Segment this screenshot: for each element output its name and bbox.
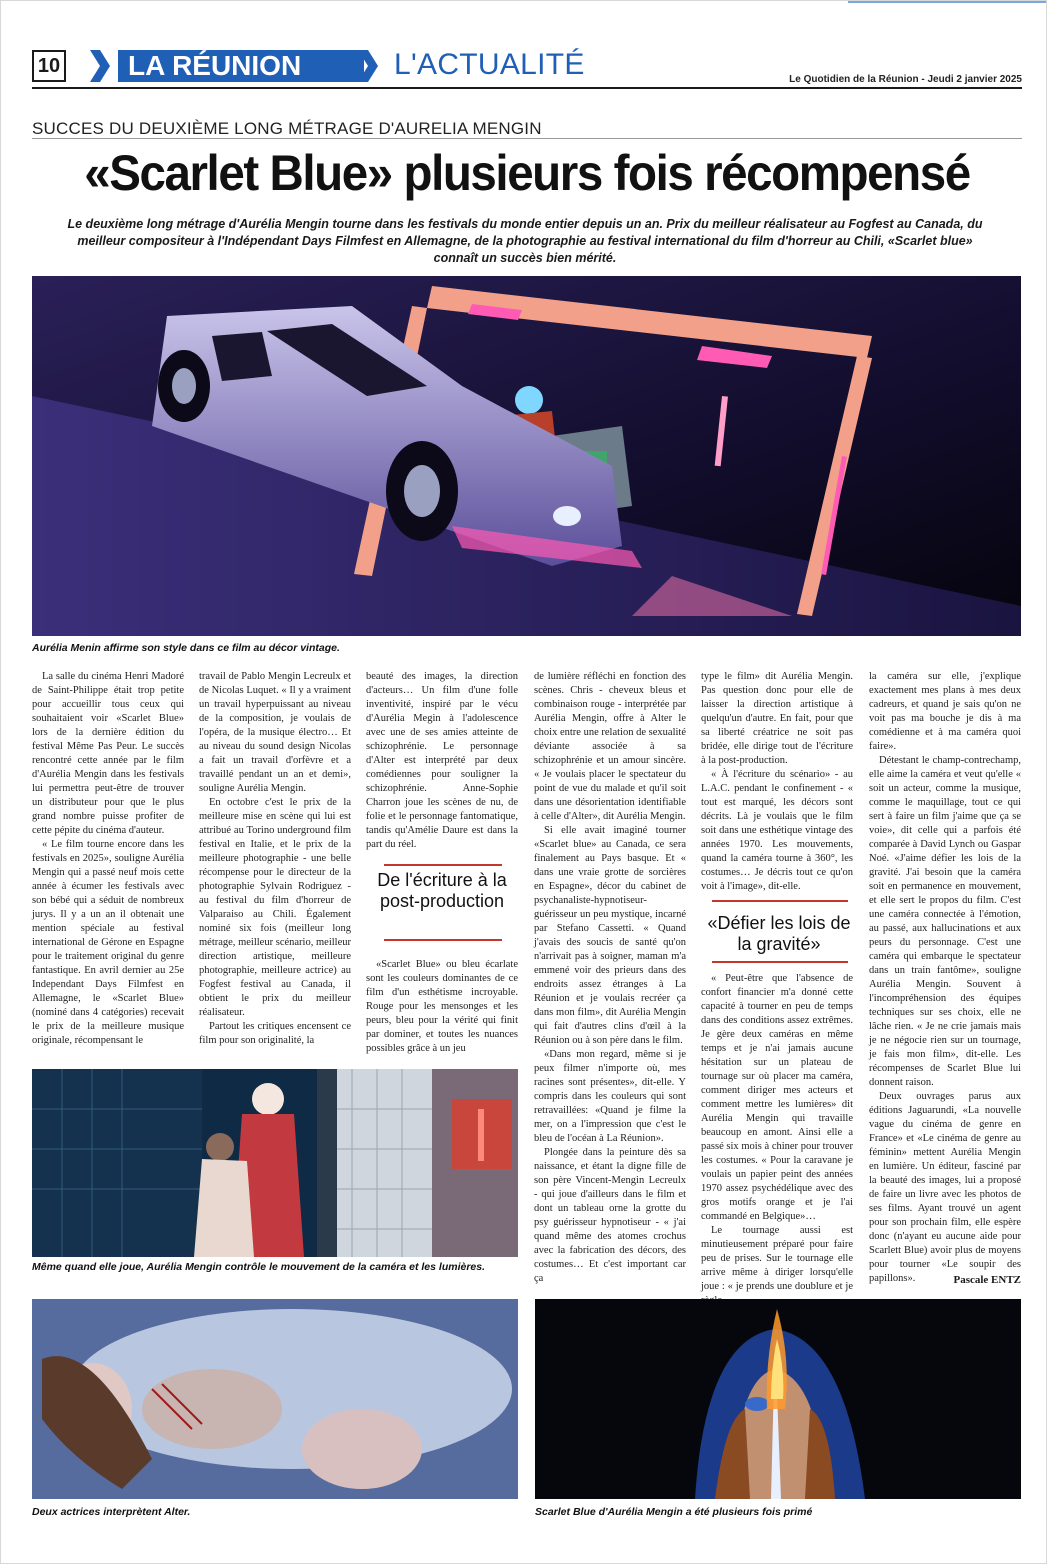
intertitle-rule [712,900,848,902]
top-accent-line [848,0,1047,3]
actress-portrait-image [32,1299,518,1499]
article-kicker: SUCCES DU DEUXIÈME LONG MÉTRAGE D'AURELIA MENGIN [32,119,542,138]
paragraph: travail de Pablo Mengin Lecreulx et de Nicolas Luquet. « Il y a vraiment un travail hyperpuissant au niveau de la composition, je voulais de l'opéra, de la musique électro… Et au niveau du sound design Nicolas a fait un travail d'orfèvre et a travaillé pendant un an et demi», souligne Aurélia Mengin. [199,671,351,794]
paragraph: Deux ouvrages parus aux éditions Jaguarundi, «La nouvelle vague du cinéma de genre en France» et «Le cinéma de genre au féminin» mettent Aurélia Mengin en lumière. Un éditeur, fasciné par la beauté des images, lui a proposé de faire un livre avec les photos de ses films. Ayant trouvé un agent pour son prochain film, elle espère donc (n'ayant eu aucune aide pour Scarlett Blue) avoir plus de moyens pour tourner «Le soupir des papillons». [869,1091,1021,1284]
paragraph: « À l'écriture du scénario» - au L.A.C. pendant le confinement - « tout est marqué, les décors sont décrits. Là je voulais que le film soit dans une esthétique vintage des années 1970. Les mouvements, quand la caméra tourne à 360°, les costumes… Je décris tout ce qu'on voit à l'image», dit-elle. [701,769,853,892]
chevron-right-icon [86,48,112,84]
paragraph: la caméra sur elle, j'explique exactement mes plans à mes deux cadreurs, et quand je sais qu'on ne voit pas ma bouche je dis à ma comédienne et à ma caméra quoi faire». [869,671,1021,752]
paragraph: « Peut-être que l'absence de confort financier m'a donné cette capacité à tourner en peu de temps dans des conditions assez extrêmes. Je gère deux caméras en même temps et je n'ai jamais aucune hésitation sur un plateau de tournage sur où placer ma caméra, comment diriger mes acteurs et comment mettre les lumières» dit Aurélia Mengin qui travaille beaucoup en amont. Ainsi elle a passé six mois à chiner pour trouver les costumes. « Pour la caravane je voulais un papier peint des années 1970 assez psychédélique avec des gros motifs orange et je l'ai commandé en Belgique»… [701,973,853,1222]
paragraph: « Le film tourne encore dans les festivals en 2025», souligne Aurélia Mengin qui a passé neuf mois cette année à écumer les festivals avec son bébé qui a séduit de nombreux jurys. Il y a un an il obtenait une mention spéciale au festival international de Gérone en Espagne pour le traitement original du genre fantastique. En avril dernier au 25e Independant Days Filmfest en Allemagne, le «Scarlet Blue» (nominé dans 4 catégories) recevait le prix de la meilleure musique originale, récompensant le [32,839,184,1046]
car-gas-station-image [32,276,1021,636]
main-photo [32,276,1021,636]
subsection-title: L'ACTUALITÉ [394,48,585,81]
paragraph: beauté des images, la direction d'acteurs… Un film d'une folle inventivité, inspiré par le vécu d'Aurélia Megin à l'adolescence avec une de ses amies atteinte de schizophrénie. Le personnage d'Alter est interprété par deux comédiennes pour souligner la schizophrénie. Anne-Sophie Charron joue les scènes de nu, de folie et le personnage fantomatique, tandis qu'Amélie Daure est dans la part du réel. [366,671,518,850]
page-number: 10 [32,50,66,82]
intertitle-rule [384,939,502,941]
mid-photo-caption: Même quand elle joue, Aurélia Mengin contrôle le mouvement de la caméra et les lumières. [32,1261,486,1273]
mid-photo [32,1069,518,1257]
main-photo-caption: Aurélia Menin affirme son style dans ce film au décor vintage. [32,642,340,654]
paragraph: Si elle avait imaginé tourner «Scarlet blue» au Canada, ce sera finalement au Pays basque. Et « dans une vraie grotte de sorcières en Espagne», décor du cabinet de psychanaliste-hypnotiseur-guérisseur un peu mystique, incarné par Stefano Cassetti. « Quand j'avais des soucis de santé qu'on n'arrivait pas à soigner, maman m'a emmené voir des prieurs dans des endroits assez étranges à La Réunion et je voulais recréer ça dans mon film», dit Aurélia Mengin qui fait d'autres clins d'œil à la Réunion ou à son père dans le film. [534,825,686,1046]
paragraph: «Dans mon regard, même si je peux filmer n'importe où, mes racines sont présentes», dit-elle. Y compris dans les couleurs qui sont retravaillées: «Quand je filme la mer, on a l'impression que c'est le bleu de l'océan à La Réunion». [534,1049,686,1144]
intertitle-1: De l'écriture à la post-production [377,870,507,911]
paragraph: La salle du cinéma Henri Madoré de Saint-Philippe était trop petite pour accueillir tous ceux qui souhaitaient voir «Scarlet Blue» lors de la dernière édition du festival Même Pas Peur. Le succès rencontré cette année par le film d'Aurélia Mengin dans les festivals lui permettra peut-être de trouver un distributeur pour que le plus grand nombre puisse profiter de cette pépite du cinéma d'auteur. [32,671,184,836]
intertitle-2: «Défier les lois de la gravité» [707,913,851,954]
page-header [32,46,1022,86]
text-column-3b [366,958,518,1056]
paragraph: Détestant le champ-contrechamp, elle aime la caméra et veut qu'elle « soit un acteur, comme la musique, comme le maquillage, tout ce qui sert à faire un film j'aime que ça se voie», dit celle qui a parfois été comparée à David Lynch ou Gaspar Noé. «J'aime défier les lois de la gravité. J'ai besoin que la caméra soit en permanence en mouvement, et elle sert le propos du film. C'est une caméra connectée à l'émotion, au passé, aux hallucinations et aux peurs du personnage. C'est une caméra qui embarque le spectateur dans un train fantôme», souligne Aurélia Mengin. Souvent à l'incompréhension des équipes techniques sur ses choix, elle ne lâche rien. « Je ne crie jamais mais je ne négocie rien sur un tournage, je fais mon film», dit-elle. Les récompenses de Scarlet Blue lui donnent raison. [869,755,1021,1088]
author-signature: Pascale ENTZ [953,1274,1021,1286]
bathroom-scene-image [32,1069,518,1257]
paragraph: type le film» dit Aurélia Mengin. Pas question donc pour elle de laisser la direction artistique à quelqu'un d'autre. En fait, pour que sa liberté créatrice ne soit pas bridée, elle dirige tout de l'écriture à la post-production. [701,671,853,766]
paragraph: Partout les critiques encensent ce film pour son originalité, la [199,1021,351,1046]
text-column-6 [869,670,1021,1286]
bottom-right-photo [535,1299,1021,1499]
section-title: LA RÉUNION [128,50,302,81]
actress-fire-image [535,1299,1021,1499]
bottom-left-caption: Deux actrices interprètent Alter. [32,1506,191,1518]
bottom-right-caption: Scarlet Blue d'Aurélia Mengin a été plusieurs fois primé [535,1506,813,1518]
text-column-2 [199,670,351,1048]
paragraph: En octobre c'est le prix de la meilleure mise en scène qui lui est attribué au Torino underground film festival en Italie, et le prix de la meilleure photographie - une belle récompense pour le directeur de la photographie Sylvain Rodriguez - au festival du film d'horreur de Valparaiso au Chili. Également nominé six fois (meilleur long métrage, meilleur scénario, meilleur direction artistique, meilleure photographie, meilleure actrice) au Fogfest festival au Canada, il obtient le prix du meilleur réalisateur. [199,797,351,1018]
text-column-1 [32,670,184,1048]
chevron-right-icon [354,48,380,84]
text-column-5a [701,670,853,894]
article-lead: Le deuxième long métrage d'Aurélia Mengin tourne dans les festivals du monde entier depuis un an. Prix du meilleur réalisateur au Fogfest au Canada, du meilleur compositeur à l'Indépendant Days Filmfest en Allemagne, de la photographie au festival international du film d'horreur au Chili, «Scarlet blue» connaît un succès bien mérité. [67,217,983,265]
publication-date: Le Quotidien de la Réunion - Jeudi 2 janvier 2025 [789,74,1022,85]
bottom-left-photo [32,1299,518,1499]
kicker-rule [32,138,1022,139]
text-column-4 [534,670,686,1286]
paragraph: Le tournage aussi est minutieusement préparé pour faire peu de prises. Sur le tournage elle arrive même à diriger lorsqu'elle joue : « je prends une doublure et je [701,1225,853,1292]
text-column-3a [366,670,518,852]
intertitle-rule [712,961,848,963]
article-headline: «Scarlet Blue» plusieurs fois récompensé [84,145,970,201]
intertitle-rule [384,864,502,866]
header-rule [32,87,1022,89]
paragraph: «Scarlet Blue» ou bleu écarlate sont les couleurs dominantes de ce film d'un esthétisme incroyable. Rouge pour les mensonges et les peurs, bleu pour la vérité qui finit par dominer, et toutes les nuances possibles grâce à un jeu [366,959,518,1054]
paragraph: Plongée dans la peinture dès sa naissance, et étant la digne fille de son père Vincent-Mengin Lecreulx - qui joue d'ailleurs dans le film et dont un tableau orne la grotte du psy guérisseur hypnotiseur - « j'ai quand même des atomes crochus avec la fabrication des décors, des costumes… Et c'est important car ça [534,1147,686,1284]
paragraph: de lumière réfléchi en fonction des scènes. Chris - cheveux bleus et combinaison rouge - interprétée par Aurélia Mengin, offre à Alter le choix entre une relation de sexualité déviante associée à sa schizophrénie et un amour sincère. « Je voulais placer le spectateur du point de vue du malade et qu'il soit dans une désorientation identifiable à celle d'Alter», dit Aurélia Mengin. [534,671,686,822]
text-column-5b [701,972,853,1308]
